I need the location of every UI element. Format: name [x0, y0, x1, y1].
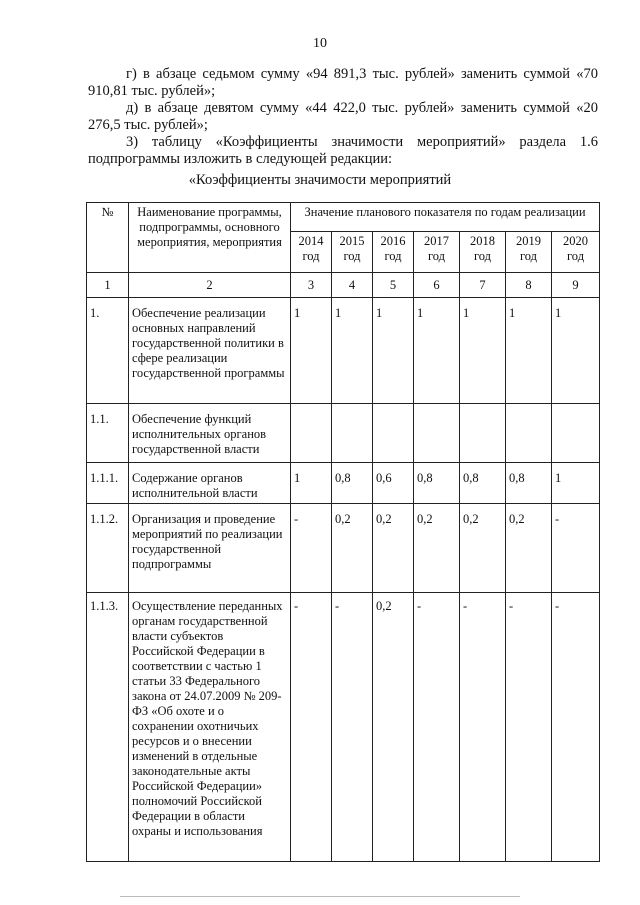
header-year: 2014 год — [291, 232, 332, 273]
table-row — [87, 298, 600, 404]
row-value: - — [460, 593, 506, 862]
coefficients-table — [86, 202, 600, 862]
row-name: Содержание органов исполнительной власти — [129, 463, 291, 504]
page-bottom-divider — [120, 896, 520, 897]
header-year: 2019 год — [506, 232, 552, 273]
row-number: 1. — [87, 298, 129, 404]
header-name: Наименование программы, подпрограммы, основного мероприятия, мероприятия — [129, 203, 291, 273]
row-value — [291, 404, 332, 463]
paragraph-3: 3) таблицу «Коэффициенты значимости мероприятий» раздела 1.6 подпрограммы изложить в следующей редакции: — [88, 134, 598, 167]
row-value: 0,2 — [373, 504, 414, 593]
row-value: 0,2 — [506, 504, 552, 593]
row-value: 0,2 — [332, 504, 373, 593]
row-name: Обеспечение реализации основных направлений государственной политики в сфере реализации государственной программы — [129, 298, 291, 404]
row-value: - — [552, 504, 600, 593]
header-year: 2015 год — [332, 232, 373, 273]
row-value — [506, 404, 552, 463]
table-row — [87, 504, 600, 593]
row-name: Обеспечение функций исполнительных органов государственной власти — [129, 404, 291, 463]
row-value: 1 — [506, 298, 552, 404]
row-value — [460, 404, 506, 463]
row-value: - — [506, 593, 552, 862]
column-index: 7 — [460, 273, 506, 298]
column-index: 8 — [506, 273, 552, 298]
column-index: 2 — [129, 273, 291, 298]
table-row — [87, 593, 600, 862]
table-row — [87, 404, 600, 463]
column-index: 6 — [414, 273, 460, 298]
paragraph-g: г) в абзаце седьмом сумму «94 891,3 тыс. рублей» заменить суммой «70 910,81 тыс. рублей»; — [88, 66, 598, 99]
row-value: 1 — [332, 298, 373, 404]
row-value: 1 — [460, 298, 506, 404]
row-value: 1 — [552, 298, 600, 404]
column-index: 3 — [291, 273, 332, 298]
table-title: «Коэффициенты значимости мероприятий — [188, 172, 452, 188]
row-value: 0,8 — [506, 463, 552, 504]
page-number: 10 — [313, 36, 327, 51]
header-year: 2020 год — [552, 232, 600, 273]
row-value: - — [414, 593, 460, 862]
row-value: 1 — [291, 298, 332, 404]
row-value — [552, 404, 600, 463]
header-year: 2017 год — [414, 232, 460, 273]
header-year: 2018 год — [460, 232, 506, 273]
row-value: - — [552, 593, 600, 862]
table-row — [87, 463, 600, 504]
row-name: Осуществление переданных органам государственной власти субъектов Российской Федерации в соответствии с частью 1 статьи 33 Федерального закона от 24.07.2009 № 209-ФЗ «Об охоте и о сохранении охотничьих ресурсов и о внесении изменений в отдельные законодательные акты Российской Федерации» полномочий Российской Федерации в области охраны и использования — [129, 593, 291, 862]
row-number: 1.1.3. — [87, 593, 129, 862]
paragraph-d: д) в абзаце девятом сумму «44 422,0 тыс. рублей» заменить суммой «20 276,5 тыс. рублей»; — [88, 100, 598, 133]
row-value: - — [291, 504, 332, 593]
row-value: 0,6 — [373, 463, 414, 504]
row-value: 1 — [373, 298, 414, 404]
row-value: 0,8 — [414, 463, 460, 504]
header-year: 2016 год — [373, 232, 414, 273]
row-value — [373, 404, 414, 463]
row-value: 0,2 — [373, 593, 414, 862]
row-value: 1 — [414, 298, 460, 404]
row-number: 1.1.1. — [87, 463, 129, 504]
row-value — [414, 404, 460, 463]
row-value: 1 — [552, 463, 600, 504]
column-index: 4 — [332, 273, 373, 298]
row-value: 0,8 — [460, 463, 506, 504]
header-num: № — [87, 203, 129, 273]
header-years-group: Значение планового показателя по годам реализации — [291, 203, 600, 232]
row-value: - — [332, 593, 373, 862]
row-name: Организация и проведение мероприятий по реализации государственной подпрограммы — [129, 504, 291, 593]
row-value: - — [291, 593, 332, 862]
column-index: 1 — [87, 273, 129, 298]
row-value: 0,8 — [332, 463, 373, 504]
column-index: 9 — [552, 273, 600, 298]
row-value: 0,2 — [460, 504, 506, 593]
table-header-row — [87, 203, 600, 232]
row-value: 1 — [291, 463, 332, 504]
row-number: 1.1. — [87, 404, 129, 463]
row-value — [332, 404, 373, 463]
row-value: 0,2 — [414, 504, 460, 593]
column-index: 5 — [373, 273, 414, 298]
column-index-row — [87, 273, 600, 298]
row-number: 1.1.2. — [87, 504, 129, 593]
